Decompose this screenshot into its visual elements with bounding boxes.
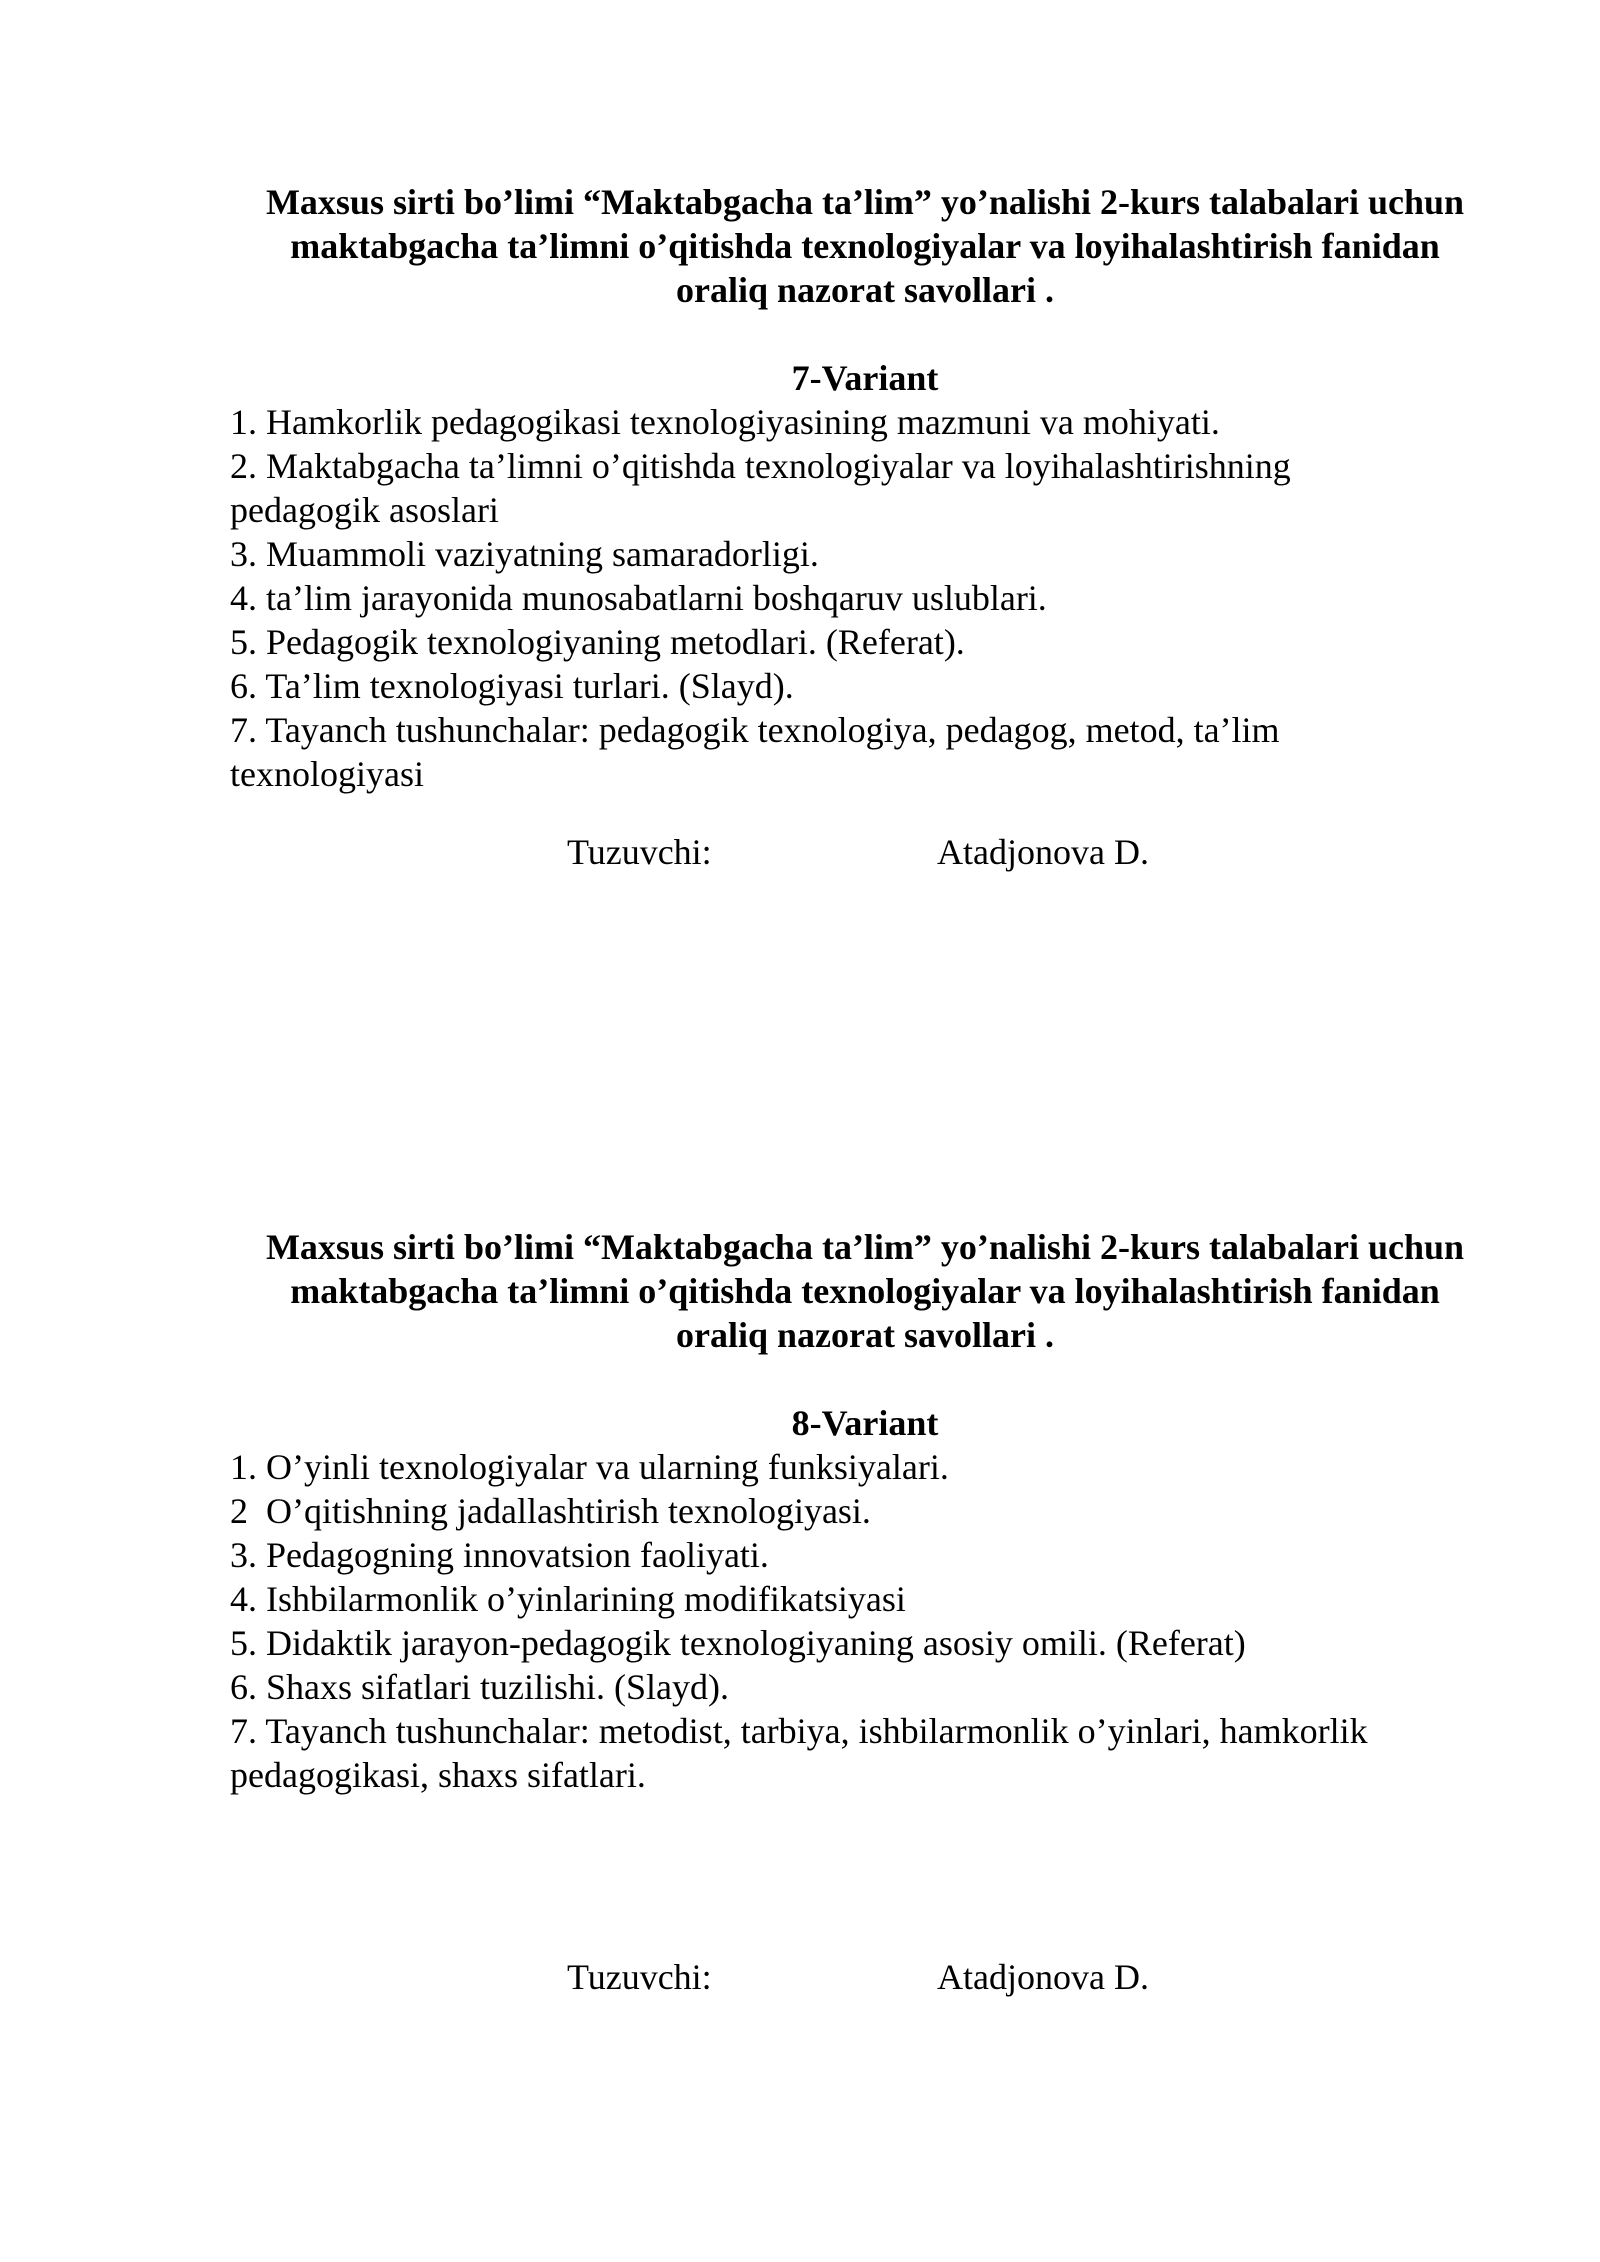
section-heading [230, 180, 1500, 312]
question-line: 5. Pedagogik texnologiyaning metodlari. (Referat). [230, 622, 965, 662]
exam-section-variant-8 [230, 1225, 1500, 1997]
question-line: 7. Tayanch tushunchalar: pedagogik texnologiya, pedagog, metod, ta’lim [230, 710, 1280, 750]
question-line: 6. Ta’lim texnologiyasi turlari. (Slayd). [230, 666, 794, 706]
question-line: 7. Tayanch tushunchalar: metodist, tarbiya, ishbilarmonlik o’yinlari, hamkorlik [230, 1711, 1368, 1751]
signature-label: Tuzuvchi: [567, 832, 712, 872]
question-line: 2. Maktabgacha ta’limni o’qitishda texnologiyalar va loyihalashtirishning [230, 446, 1291, 486]
question-line: 1. O’yinli texnologiyalar va ularning funksiyalari. [230, 1447, 949, 1487]
heading-line: oraliq nazorat savollari . [676, 270, 1054, 310]
question-line: 2 O’qitishning jadallashtirish texnologiyasi. [230, 1491, 871, 1531]
question-line: pedagogikasi, shaxs sifatlari. [230, 1755, 646, 1795]
heading-line: Maxsus sirti bo’limi “Maktabgacha ta’lim” yo’nalishi 2-kurs talabalari uchun [265, 1227, 1465, 1267]
question-line: 4. Ishbilarmonlik o’yinlarining modifikatsiyasi [230, 1579, 906, 1619]
exam-section-variant-7 [230, 180, 1500, 872]
variant-title: 7-Variant [791, 358, 939, 398]
signature-name: Atadjonova D. [937, 1957, 1149, 1997]
heading-line: maktabgacha ta’limni o’qitishda texnologiyalar va loyihalashtirish fanidan [290, 1271, 1440, 1311]
heading-line: Maxsus sirti bo’limi “Maktabgacha ta’lim” yo’nalishi 2-kurs talabalari uchun [265, 182, 1465, 222]
question-line: 1. Hamkorlik pedagogikasi texnologiyasining mazmuni va mohiyati. [230, 402, 1220, 442]
question-line: texnologiyasi [230, 754, 424, 794]
question-line: 3. Muammoli vaziyatning samaradorligi. [230, 534, 819, 574]
heading-line: oraliq nazorat savollari . [676, 1315, 1054, 1355]
variant-title: 8-Variant [791, 1403, 939, 1443]
question-line: pedagogik asoslari [230, 490, 499, 530]
signature-label: Tuzuvchi: [567, 1957, 712, 1997]
signature-name: Atadjonova D. [937, 832, 1149, 872]
question-list [230, 400, 1500, 796]
question-line: 4. ta’lim jarayonida munosabatlarni boshqaruv uslublari. [230, 578, 1047, 618]
question-line: 3. Pedagogning innovatsion faoliyati. [230, 1535, 769, 1575]
section-heading [230, 1225, 1500, 1357]
question-list [230, 1445, 1500, 1797]
heading-line: maktabgacha ta’limni o’qitishda texnologiyalar va loyihalashtirish fanidan [290, 226, 1440, 266]
question-line: 6. Shaxs sifatlari tuzilishi. (Slayd). [230, 1667, 729, 1707]
question-line: 5. Didaktik jarayon-pedagogik texnologiyaning asosiy omili. (Referat) [230, 1623, 1246, 1663]
